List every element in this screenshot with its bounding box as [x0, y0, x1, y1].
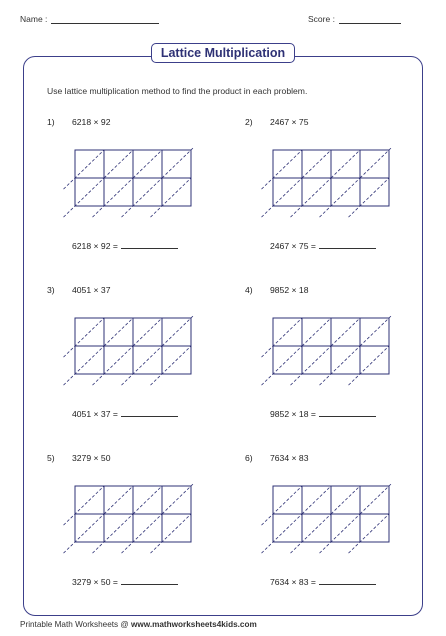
answer-prompt: 7634 × 83 = — [270, 577, 316, 587]
problem-3 — [47, 285, 237, 425]
lattice-diagonal — [63, 346, 104, 385]
lattice-diagonal — [302, 486, 331, 514]
lattice-grid — [245, 285, 435, 405]
lattice-diagonal — [302, 150, 331, 178]
lattice-diagonal — [302, 318, 331, 346]
problem-number: 2) — [245, 117, 253, 127]
lattice-diagonal — [104, 318, 133, 346]
answer-blank — [319, 240, 376, 249]
footer-label: Printable Math Worksheets @ — [20, 620, 129, 629]
answer-blank — [319, 576, 376, 585]
answer-line — [72, 240, 178, 251]
lattice-diagonal — [92, 346, 133, 385]
lattice-diagonal — [104, 486, 133, 514]
answer-blank — [121, 408, 178, 417]
lattice-diagonal — [133, 150, 162, 178]
problem-4 — [245, 285, 435, 425]
answer-line — [72, 576, 178, 587]
name-field — [20, 14, 159, 24]
lattice-diagonal — [162, 147, 194, 178]
lattice-diagonal — [63, 178, 104, 217]
lattice-diagonal — [261, 486, 302, 525]
problem-expression: 2467 × 75 — [270, 117, 309, 127]
lattice-diagonal — [319, 346, 360, 385]
problem-6 — [245, 453, 435, 593]
lattice-diagonal — [92, 514, 133, 553]
lattice-diagonal — [63, 150, 104, 189]
lattice-diagonal — [133, 318, 162, 346]
lattice-diagonal — [150, 514, 191, 553]
lattice-diagonal — [162, 315, 194, 346]
name-line — [51, 14, 159, 24]
lattice-diagonal — [133, 486, 162, 514]
lattice-diagonal — [348, 346, 389, 385]
lattice-diagonal — [348, 178, 389, 217]
lattice-diagonal — [290, 514, 331, 553]
lattice-diagonal — [261, 150, 302, 189]
lattice-diagonal — [319, 514, 360, 553]
lattice-diagonal — [92, 178, 133, 217]
lattice-grid — [47, 117, 237, 237]
answer-line — [270, 576, 376, 587]
problem-number: 5) — [47, 453, 55, 463]
answer-line — [270, 240, 376, 251]
instructions: Use lattice multiplication method to find the product in each problem. — [47, 86, 308, 96]
problem-1 — [47, 117, 237, 257]
lattice-diagonal — [121, 346, 162, 385]
answer-prompt: 2467 × 75 = — [270, 241, 316, 251]
lattice-grid — [245, 117, 435, 237]
lattice-grid — [47, 285, 237, 405]
lattice-diagonal — [290, 178, 331, 217]
lattice-diagonal — [331, 150, 360, 178]
lattice-diagonal — [63, 486, 104, 525]
problem-expression: 4051 × 37 — [72, 285, 111, 295]
problem-number: 3) — [47, 285, 55, 295]
lattice-diagonal — [360, 147, 392, 178]
footer-site-link[interactable]: www.mathworksheets4kids.com — [131, 620, 257, 629]
lattice-diagonal — [63, 318, 104, 357]
lattice-diagonal — [150, 346, 191, 385]
problem-number: 1) — [47, 117, 55, 127]
score-label: Score : — [308, 14, 335, 24]
problem-2 — [245, 117, 435, 257]
lattice-diagonal — [162, 483, 194, 514]
lattice-diagonal — [290, 346, 331, 385]
problem-number: 6) — [245, 453, 253, 463]
answer-blank — [121, 576, 178, 585]
problem-expression: 7634 × 83 — [270, 453, 309, 463]
lattice-grid — [47, 453, 237, 573]
lattice-diagonal — [261, 318, 302, 357]
problem-5 — [47, 453, 237, 593]
problem-expression: 9852 × 18 — [270, 285, 309, 295]
lattice-diagonal — [121, 514, 162, 553]
lattice-diagonal — [319, 178, 360, 217]
answer-prompt: 6218 × 92 = — [72, 241, 118, 251]
score-field — [308, 14, 401, 24]
answer-prompt: 9852 × 18 = — [270, 409, 316, 419]
lattice-diagonal — [63, 514, 104, 553]
worksheet-title: Lattice Multiplication — [151, 43, 295, 63]
answer-line — [270, 408, 376, 419]
lattice-diagonal — [331, 318, 360, 346]
lattice-diagonal — [360, 315, 392, 346]
answer-blank — [319, 408, 376, 417]
name-label: Name : — [20, 14, 48, 24]
answer-prompt: 3279 × 50 = — [72, 577, 118, 587]
lattice-diagonal — [348, 514, 389, 553]
lattice-diagonal — [360, 483, 392, 514]
score-line — [339, 14, 401, 24]
problem-number: 4) — [245, 285, 253, 295]
lattice-diagonal — [104, 150, 133, 178]
footer — [20, 620, 257, 629]
answer-blank — [121, 240, 178, 249]
lattice-diagonal — [331, 486, 360, 514]
lattice-diagonal — [261, 346, 302, 385]
problem-expression: 3279 × 50 — [72, 453, 111, 463]
lattice-grid — [245, 453, 435, 573]
lattice-diagonal — [261, 178, 302, 217]
problem-expression: 6218 × 92 — [72, 117, 111, 127]
answer-prompt: 4051 × 37 = — [72, 409, 118, 419]
lattice-diagonal — [261, 514, 302, 553]
lattice-diagonal — [121, 178, 162, 217]
answer-line — [72, 408, 178, 419]
lattice-diagonal — [150, 178, 191, 217]
